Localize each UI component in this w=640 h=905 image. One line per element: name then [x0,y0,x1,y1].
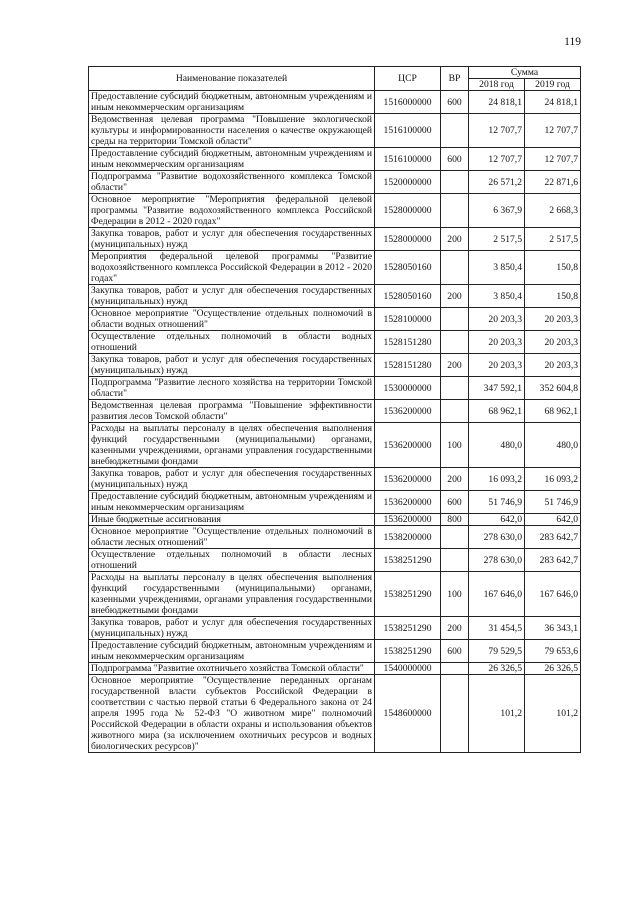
row-vr [441,331,469,354]
row-vr [441,171,469,194]
row-csr: 1536200000 [375,400,441,423]
table-body [89,91,581,753]
table-row [89,572,581,617]
row-sum-2018: 20 203,3 [469,308,525,331]
row-name: Расходы на выплаты персоналу в целях обеспечения выполнения функций государственными (муниципальными) органами, казенными учреждениями, органами управления государственными внебюджетными фондами [89,423,375,468]
row-sum-2018: 3 850,4 [469,251,525,285]
table-row [89,194,581,228]
row-vr: 800 [441,514,469,526]
row-vr: 600 [441,91,469,114]
row-name: Расходы на выплаты персоналу в целях обеспечения выполнения функций государственными (муниципальными) органами, казенными учреждениями, органами управления государственными внебюджетными фондами [89,572,375,617]
row-sum-2019: 20 203,3 [525,308,581,331]
row-name: Закупка товаров, работ и услуг для обеспечения государственных (муниципальных) нужд [89,285,375,308]
header-name: Наименование показателей [89,67,375,91]
table-row [89,640,581,663]
row-sum-2019: 283 642,7 [525,526,581,549]
row-name: Предоставление субсидий бюджетным, автономным учреждениям и иным некоммерческим организациям [89,640,375,663]
row-sum-2019: 2 517,5 [525,228,581,251]
row-sum-2018: 480,0 [469,423,525,468]
row-sum-2018: 278 630,0 [469,526,525,549]
row-vr: 100 [441,572,469,617]
row-name: Предоставление субсидий бюджетным, автономным учреждениям и иным некоммерческим организациям [89,91,375,114]
row-csr: 1528151280 [375,331,441,354]
table-row [89,171,581,194]
row-sum-2018: 51 746,9 [469,491,525,514]
row-csr: 1528050160 [375,285,441,308]
row-name: Ведомственная целевая программа "Повышение экологической культуры и информированности населения о качестве окружающей среды на территории Томской области" [89,114,375,148]
row-csr: 1548600000 [375,675,441,753]
row-name: Закупка товаров, работ и услуг для обеспечения государственных (муниципальных) нужд [89,617,375,640]
row-sum-2019: 24 818,1 [525,91,581,114]
row-sum-2018: 6 367,9 [469,194,525,228]
header-csr: ЦСР [375,67,441,91]
row-vr: 600 [441,640,469,663]
row-sum-2019: 12 707,7 [525,114,581,148]
row-vr [441,400,469,423]
row-name: Закупка товаров, работ и услуг для обеспечения государственных (муниципальных) нужд [89,468,375,491]
row-name: Основное мероприятие "Осуществление отдельных полномочий в области водных отношений" [89,308,375,331]
row-name: Иные бюджетные ассигнования [89,514,375,526]
row-sum-2018: 20 203,3 [469,354,525,377]
page-number: 119 [564,36,581,48]
row-csr: 1536200000 [375,514,441,526]
row-sum-2019: 150,8 [525,285,581,308]
row-sum-2018: 3 850,4 [469,285,525,308]
row-name: Подпрограмма "Развитие водохозяйственного комплекса Томской области" [89,171,375,194]
table-row [89,354,581,377]
row-csr: 1520000000 [375,171,441,194]
row-csr: 1538251290 [375,549,441,572]
row-sum-2018: 26 326,5 [469,663,525,675]
row-vr [441,114,469,148]
row-sum-2019: 101,2 [525,675,581,753]
table-row [89,526,581,549]
row-sum-2019: 26 326,5 [525,663,581,675]
row-csr: 1528000000 [375,194,441,228]
row-sum-2018: 24 818,1 [469,91,525,114]
row-vr [441,526,469,549]
row-csr: 1528050160 [375,251,441,285]
table-row [89,148,581,171]
row-csr: 1528151280 [375,354,441,377]
row-sum-2019: 150,8 [525,251,581,285]
row-sum-2019: 167 646,0 [525,572,581,617]
header-year-2018: 2018 год [469,79,525,91]
row-name: Мероприятия федеральной целевой программы "Развитие водохозяйственного комплекса Российской Федерации в 2012 - 2020 годах" [89,251,375,285]
row-sum-2019: 2 668,3 [525,194,581,228]
row-sum-2019: 22 871,6 [525,171,581,194]
row-sum-2018: 12 707,7 [469,114,525,148]
row-sum-2019: 51 746,9 [525,491,581,514]
row-vr: 200 [441,468,469,491]
row-sum-2018: 347 592,1 [469,377,525,400]
row-name: Основное мероприятие "Мероприятия федеральной целевой программы "Развитие водохозяйственного комплекса Российской Федерации в 2012 - 2020 годах" [89,194,375,228]
row-sum-2019: 283 642,7 [525,549,581,572]
table-row [89,663,581,675]
row-name: Закупка товаров, работ и услуг для обеспечения государственных (муниципальных) нужд [89,228,375,251]
row-sum-2019: 480,0 [525,423,581,468]
row-sum-2019: 642,0 [525,514,581,526]
row-sum-2019: 20 203,3 [525,331,581,354]
row-name: Осуществление отдельных полномочий в области лесных отношений [89,549,375,572]
row-csr: 1538200000 [375,526,441,549]
row-vr [441,663,469,675]
header-year-2019: 2019 год [525,79,581,91]
row-sum-2018: 16 093,2 [469,468,525,491]
row-sum-2019: 79 653,6 [525,640,581,663]
row-sum-2018: 68 962,1 [469,400,525,423]
row-name: Предоставление субсидий бюджетным, автономным учреждениям и иным некоммерческим организациям [89,491,375,514]
row-sum-2018: 31 454,5 [469,617,525,640]
row-sum-2018: 12 707,7 [469,148,525,171]
row-csr: 1538251290 [375,617,441,640]
row-vr: 200 [441,617,469,640]
row-csr: 1538251290 [375,572,441,617]
row-csr: 1528000000 [375,228,441,251]
row-sum-2018: 642,0 [469,514,525,526]
header-sum: Сумма [469,67,581,79]
row-csr: 1516100000 [375,148,441,171]
table-row [89,423,581,468]
table-row [89,377,581,400]
table-row [89,400,581,423]
row-csr: 1540000000 [375,663,441,675]
row-name: Подпрограмма "Развитие охотничьего хозяйства Томской области" [89,663,375,675]
table-row [89,285,581,308]
row-sum-2018: 278 630,0 [469,549,525,572]
row-csr: 1528100000 [375,308,441,331]
row-sum-2019: 36 343,1 [525,617,581,640]
row-csr: 1536200000 [375,491,441,514]
row-csr: 1538251290 [375,640,441,663]
table-header [89,67,581,91]
row-name: Основное мероприятие "Осуществление отдельных полномочий в области лесных отношений" [89,526,375,549]
row-vr: 100 [441,423,469,468]
row-vr [441,549,469,572]
row-sum-2019: 12 707,7 [525,148,581,171]
table-row [89,468,581,491]
row-sum-2019: 352 604,8 [525,377,581,400]
row-vr [441,675,469,753]
table-row [89,228,581,251]
row-sum-2018: 101,2 [469,675,525,753]
row-name: Подпрограмма "Развитие лесного хозяйства на территории Томской области" [89,377,375,400]
row-vr [441,194,469,228]
row-csr: 1536200000 [375,468,441,491]
row-vr: 200 [441,285,469,308]
table-row [89,675,581,753]
row-csr: 1530000000 [375,377,441,400]
row-sum-2018: 2 517,5 [469,228,525,251]
table-row [89,331,581,354]
header-vr: ВР [441,67,469,91]
row-csr: 1516100000 [375,114,441,148]
row-name: Основное мероприятие "Осуществление переданных органам государственной власти субъектов Российской Федерации в соответствии с частью первой статьи 6 Федерального закона от 24 апреля 1995 года № 52-ФЗ "О животном мире" полномочий Российской Федерации в области охраны и использования объектов животного мира (за исключением охотничьих ресурсов и водных биологических ресурсов)" [89,675,375,753]
table-row [89,549,581,572]
row-vr: 600 [441,491,469,514]
budget-table [88,66,581,753]
row-name: Предоставление субсидий бюджетным, автономным учреждениям и иным некоммерческим организациям [89,148,375,171]
row-csr: 1516000000 [375,91,441,114]
row-vr: 600 [441,148,469,171]
table-row [89,114,581,148]
table-row [89,308,581,331]
row-vr [441,377,469,400]
row-vr: 200 [441,228,469,251]
row-csr: 1536200000 [375,423,441,468]
row-sum-2018: 79 529,5 [469,640,525,663]
row-sum-2018: 20 203,3 [469,331,525,354]
row-sum-2018: 26 571,2 [469,171,525,194]
row-sum-2019: 68 962,1 [525,400,581,423]
table-row [89,617,581,640]
table-row [89,514,581,526]
row-sum-2018: 167 646,0 [469,572,525,617]
row-name: Осуществление отдельных полномочий в области водных отношений [89,331,375,354]
row-vr [441,308,469,331]
row-sum-2019: 20 203,3 [525,354,581,377]
row-vr [441,251,469,285]
row-vr: 200 [441,354,469,377]
table-row [89,91,581,114]
row-name: Ведомственная целевая программа "Повышение эффективности развития лесов Томской области" [89,400,375,423]
table-row [89,491,581,514]
row-sum-2019: 16 093,2 [525,468,581,491]
row-name: Закупка товаров, работ и услуг для обеспечения государственных (муниципальных) нужд [89,354,375,377]
table-row [89,251,581,285]
